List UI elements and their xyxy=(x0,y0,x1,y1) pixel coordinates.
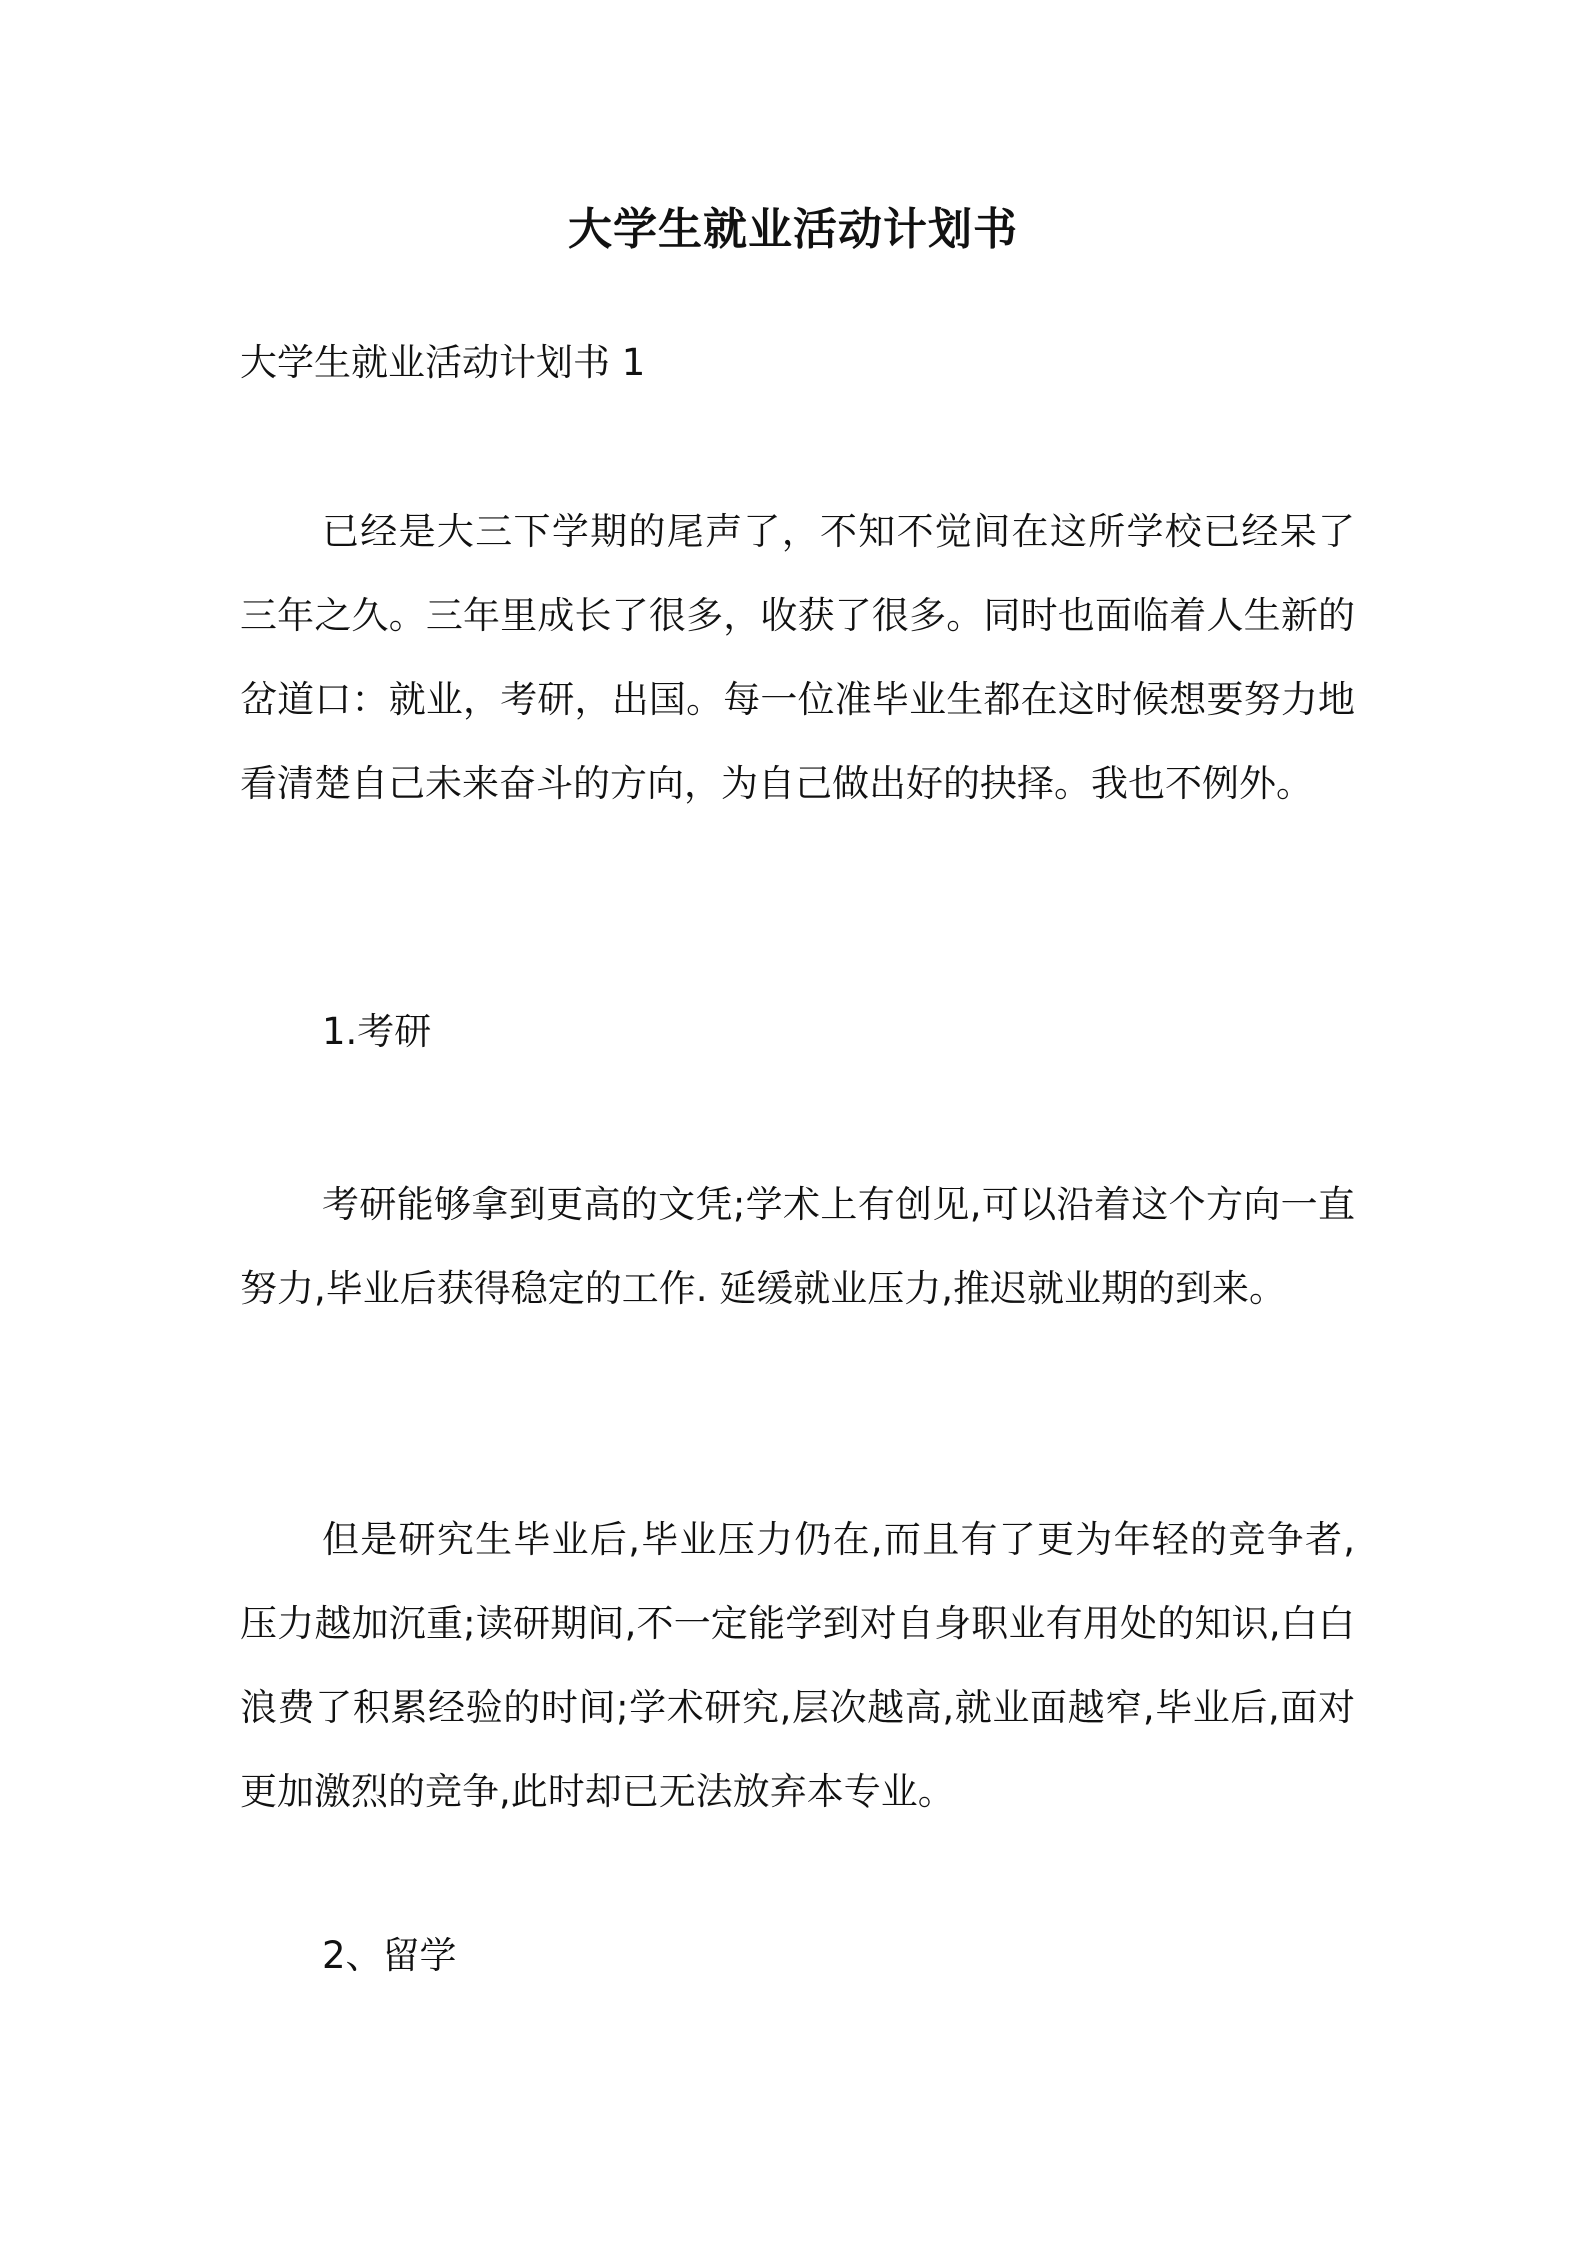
document-subtitle: 大学生就业活动计划书 1 xyxy=(240,341,646,384)
paragraph-kaoyan-cons: 但是研究生毕业后,毕业压力仍在,而且有了更为年轻的竞争者,压力越加沉重;读研期间,不一定能学到对自身职业有用处的知识,白白浪费了积累经验的时间;学术研究,层次越高,就业面越窄,毕业后,面对更加激烈的竞争,此时却已无法放弃本专业。 xyxy=(240,1518,1355,1813)
paragraph-kaoyan-pros: 考研能够拿到更高的文凭;学术上有创见,可以沿着这个方向一直努力,毕业后获得稳定的工作. 延缓就业压力,推迟就业期的到来。 xyxy=(240,1183,1355,1310)
section-heading-kaoyan: 1.考研 xyxy=(322,1010,432,1053)
section-heading-liuxue: 2、留学 xyxy=(322,1934,457,1977)
paragraph-intro: 已经是大三下学期的尾声了，不知不觉间在这所学校已经呆了三年之久。三年里成长了很多，收获了很多。同时也面临着人生新的岔道口：就业，考研，出国。每一位准毕业生都在这时候想要努力地看清楚自己未来奋斗的方向，为自己做出好的抉择。我也不例外。 xyxy=(240,510,1355,805)
document-title: 大学生就业活动计划书 xyxy=(568,204,1018,255)
